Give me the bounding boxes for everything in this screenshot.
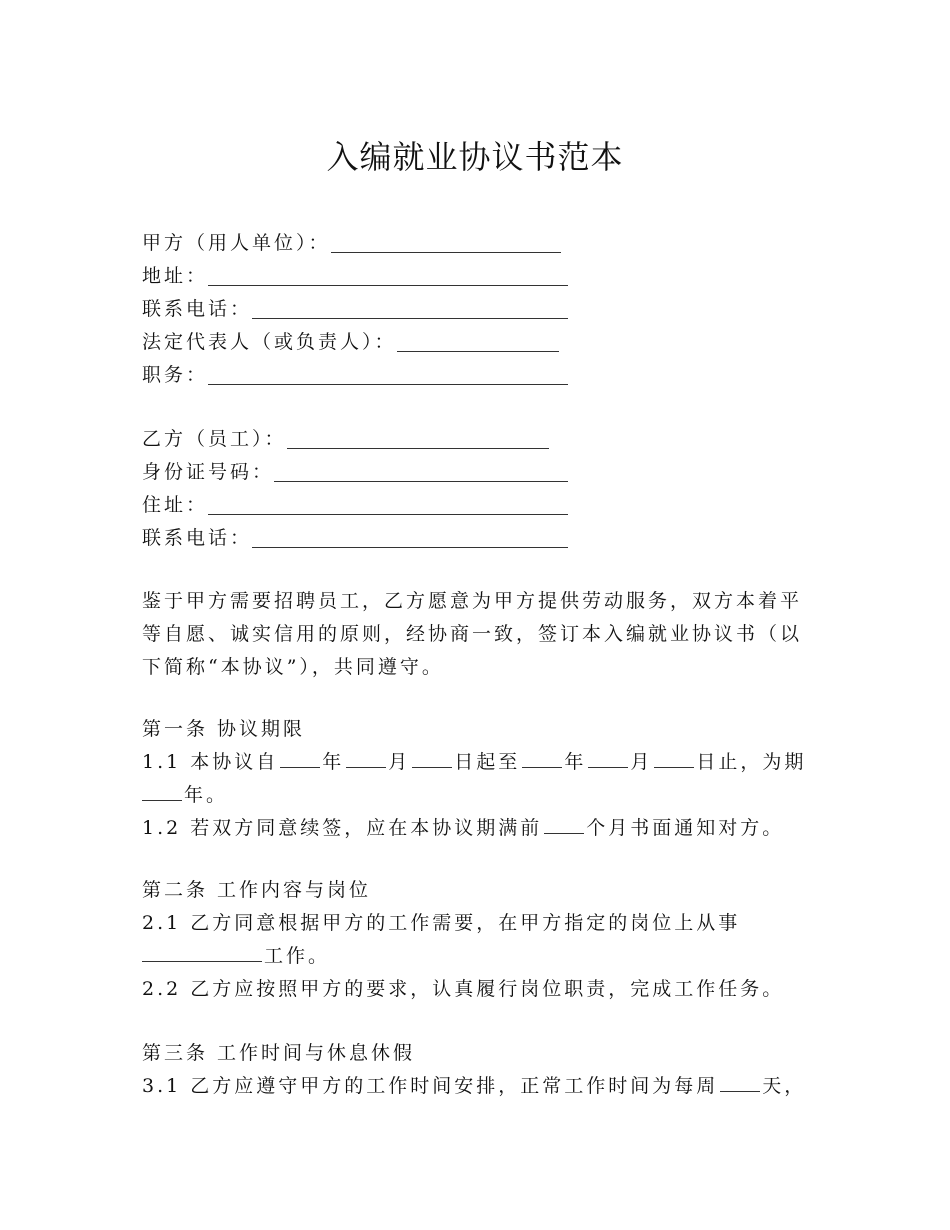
party-a-rep-row — [142, 326, 802, 359]
start-year-blank[interactable] — [280, 766, 320, 768]
party-b-phone-row — [142, 522, 802, 555]
job-content-blank[interactable] — [142, 960, 262, 962]
article-3-heading: 第三条 工作时间与休息休假 — [142, 1042, 416, 1064]
party-a-position-row — [142, 359, 802, 392]
party-a-address-field[interactable] — [208, 262, 568, 286]
party-a-address-row — [142, 260, 802, 293]
party-a-position-label: 职务： — [142, 364, 209, 386]
article-2 — [142, 874, 802, 1006]
preamble-paragraph: 鉴于甲方需要招聘员工，乙方愿意为甲方提供劳动服务，双方本着平等自愿、诚实信用的原则，经协商一致，签订本入编就业协议书（以下简称“本协议”），共同遵守。 — [142, 590, 803, 678]
party-b-section — [142, 423, 802, 555]
party-b-id-label: 身份证号码： — [142, 461, 275, 483]
party-a-name-field[interactable] — [331, 229, 561, 253]
party-a-phone-row — [142, 293, 802, 326]
clause-2-1-continued: 工作。 — [142, 940, 802, 973]
clause-3-1: 3.1 乙方应遵守甲方的工作时间安排，正常工作时间为每周 天， — [142, 1075, 807, 1097]
clause-2-2: 2.2 乙方应按照甲方的要求，认真履行岗位职责，完成工作任务。 — [142, 978, 785, 1000]
start-day-blank[interactable] — [412, 766, 452, 768]
party-b-name-row — [142, 423, 802, 456]
party-b-name-field[interactable] — [287, 425, 549, 449]
party-a-address-label: 地址： — [142, 265, 209, 287]
article-2-heading: 第二条 工作内容与岗位 — [142, 879, 372, 901]
party-b-id-field[interactable] — [274, 458, 568, 482]
article-1 — [142, 713, 807, 845]
clause-1-2: 1.2 若双方同意续签，应在本协议期满前 个月书面通知对方。 — [142, 817, 785, 839]
party-b-address-row — [142, 489, 802, 522]
party-a-name-row — [142, 227, 802, 260]
party-a-phone-label: 联系电话： — [142, 298, 253, 320]
clause-1-1-continued: 年。 — [142, 779, 802, 812]
party-b-address-field[interactable] — [208, 491, 568, 515]
end-year-blank[interactable] — [522, 766, 562, 768]
party-a-phone-field[interactable] — [252, 295, 568, 319]
end-month-blank[interactable] — [588, 766, 628, 768]
party-b-phone-field[interactable] — [252, 524, 568, 548]
workdays-blank[interactable] — [720, 1090, 760, 1092]
party-b-id-row — [142, 456, 802, 489]
party-a-rep-label: 法定代表人（或负责人）： — [142, 331, 397, 353]
clause-2-1: 2.1 乙方同意根据甲方的工作需要，在甲方指定的岗位上从事 — [142, 912, 741, 934]
renewal-months-blank[interactable] — [544, 832, 584, 834]
start-month-blank[interactable] — [346, 766, 386, 768]
party-a-name-label: 甲方（用人单位）： — [142, 232, 331, 254]
article-3 — [142, 1037, 807, 1103]
party-b-name-label: 乙方（员工）： — [142, 428, 287, 450]
party-b-address-label: 住址： — [142, 494, 209, 516]
party-a-position-field[interactable] — [208, 361, 568, 385]
party-a-rep-field[interactable] — [397, 328, 559, 352]
end-day-blank[interactable] — [654, 766, 694, 768]
party-a-section — [142, 227, 802, 392]
article-1-heading: 第一条 协议期限 — [142, 718, 306, 740]
clause-1-1: 1.1 本协议自 年 月 日起至 年 月 日止，为期 — [142, 751, 807, 773]
page-title: 入编就业协议书范本 — [326, 138, 624, 176]
term-years-blank[interactable] — [142, 799, 182, 801]
party-b-phone-label: 联系电话： — [142, 527, 253, 549]
